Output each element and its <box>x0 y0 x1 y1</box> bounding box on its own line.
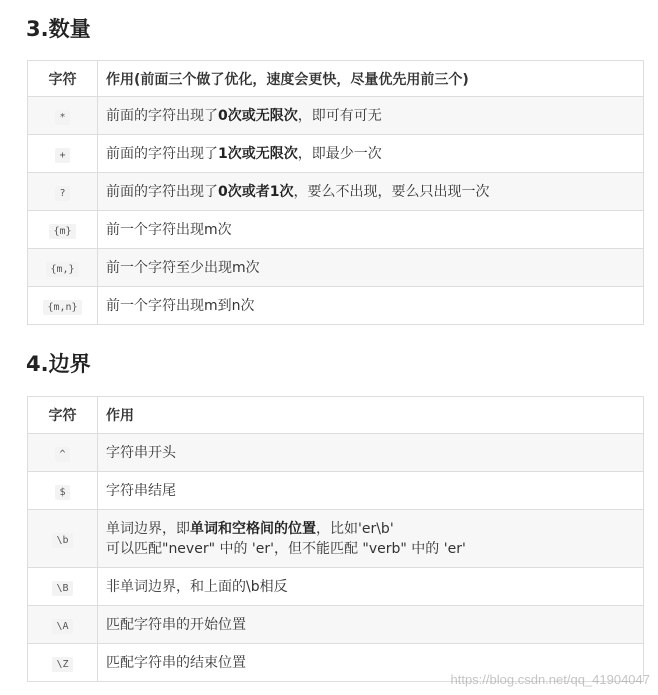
table-row <box>28 568 644 606</box>
regex-symbol: {m,} <box>46 262 78 277</box>
regex-symbol: \b <box>52 533 72 548</box>
regex-symbol: \B <box>52 581 72 596</box>
regex-symbol: ? <box>55 186 69 201</box>
row-description: 前一个字符至少出现m次 <box>98 249 644 287</box>
table-row <box>28 287 644 325</box>
quantity-table <box>27 60 644 325</box>
table-header-row <box>28 397 644 434</box>
row-description: 前一个字符出现m次 <box>98 211 644 249</box>
row-description: 字符串结尾 <box>98 472 644 510</box>
regex-symbol: + <box>55 148 69 163</box>
header-symbol: 字符 <box>28 61 98 97</box>
regex-symbol: $ <box>55 485 69 500</box>
table-row <box>28 97 644 135</box>
watermark: https://blog.csdn.net/qq_41904047 <box>450 672 650 687</box>
row-description: 匹配字符串的开始位置 <box>98 606 644 644</box>
table-row <box>28 135 644 173</box>
table-row <box>28 249 644 287</box>
section-heading-boundary: 4.边界 <box>26 352 91 376</box>
table-row <box>28 173 644 211</box>
regex-symbol: {m} <box>49 224 75 239</box>
table-row <box>28 510 644 568</box>
table-header-row <box>28 61 644 97</box>
regex-symbol: {m,n} <box>43 300 81 315</box>
row-description: 前一个字符出现m到n次 <box>98 287 644 325</box>
header-description: 作用 <box>98 397 644 434</box>
table-row <box>28 606 644 644</box>
header-description: 作用(前面三个做了优化，速度会更快，尽量优先用前三个) <box>98 61 644 97</box>
regex-symbol: ^ <box>55 447 69 462</box>
row-description: 前面的字符出现了0次或者1次，要么不出现，要么只出现一次 <box>98 173 644 211</box>
regex-symbol: \Z <box>52 657 72 672</box>
boundary-table <box>27 396 644 682</box>
row-description: 单词边界，即单词和空格间的位置，比如'er\b' 可以匹配"never" 中的 'er'，但不能匹配 "verb" 中的 'er' <box>98 510 644 568</box>
row-description: 前面的字符出现了1次或无限次，即最少一次 <box>98 135 644 173</box>
table-row <box>28 211 644 249</box>
regex-symbol: \A <box>52 619 72 634</box>
row-description: 非单词边界，和上面的\b相反 <box>98 568 644 606</box>
section-heading-quantity: 3.数量 <box>26 17 91 41</box>
table-row <box>28 472 644 510</box>
table-row <box>28 434 644 472</box>
header-symbol: 字符 <box>28 397 98 434</box>
row-description: 前面的字符出现了0次或无限次，即可有可无 <box>98 97 644 135</box>
regex-symbol: * <box>55 110 69 125</box>
row-description: 字符串开头 <box>98 434 644 472</box>
row-description: 匹配字符串的结束位置 <box>98 644 644 682</box>
